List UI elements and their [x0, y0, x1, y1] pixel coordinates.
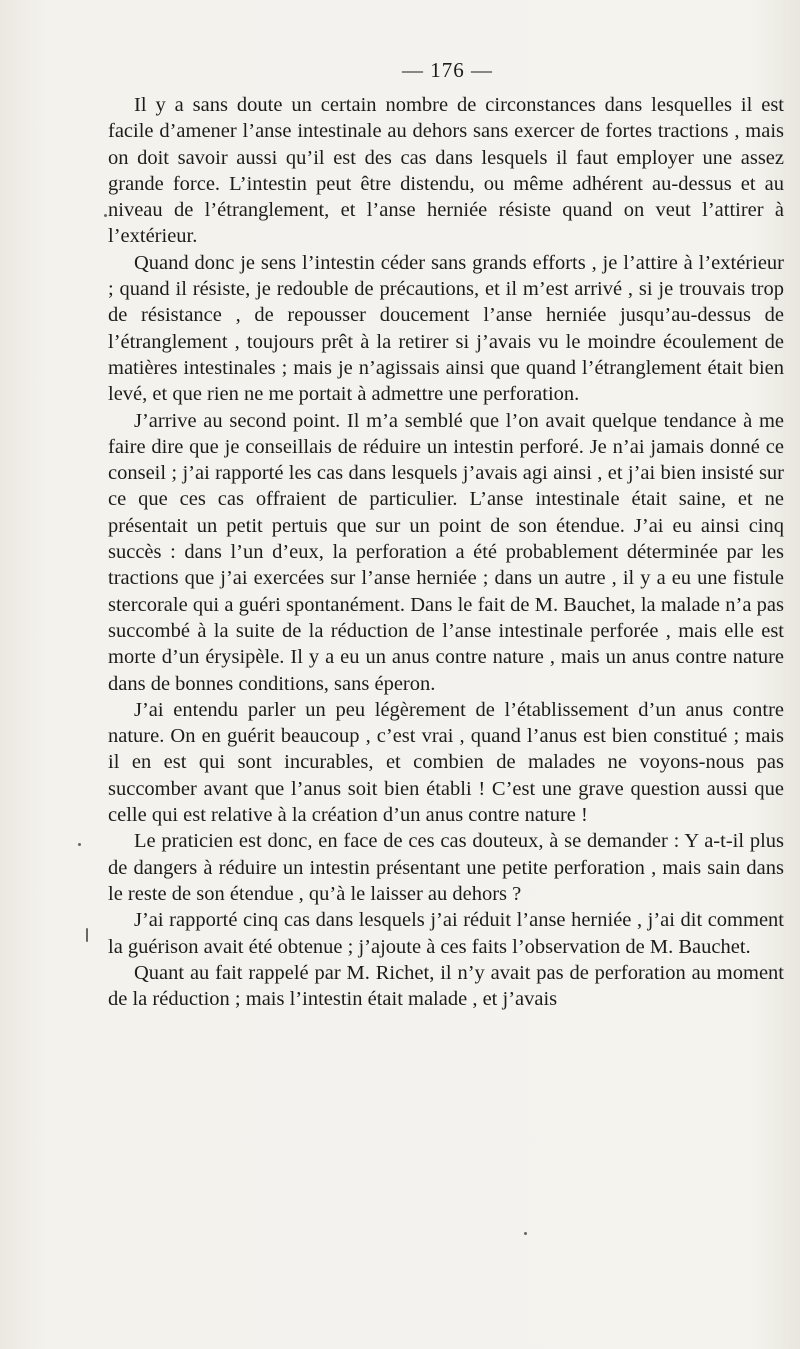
- paper-speck: [86, 928, 88, 942]
- paragraph: Quand donc je sens l’intestin céder sans grands efforts , je l’attire à l’extérieur ; quand il résiste, je redouble de précautions, et il m’est arrivé , si je trouvais trop de résistance , de repousser doucement l’anse herniée jusqu’au-dessus de l’étranglement , toujours prêt à la retirer si j’avais vu le moindre écoulement de matières intestinales ; mais je n’agissais ainsi que quand l’étranglement était bien levé, et que rien ne me portait à admettre une perforation.: [108, 251, 784, 406]
- paragraph: J’ai entendu parler un peu légèrement de l’établissement d’un anus contre nature. On en guérit beaucoup , c’est vrai , quand l’anus est bien constitué ; mais il en est qui sont incurables, et combien de malades ne voyons-nous pas succomber avant que l’anus soit bien établi ! C’est une grave question aussi que celle qui est relative à la création d’un anus contre nature !: [108, 698, 784, 827]
- paragraph: J’ai rapporté cinq cas dans lesquels j’ai réduit l’anse herniée , j’ai dit comment la guérison avait été obtenue ; j’ajoute à ces faits l’observation de M. Bauchet.: [108, 909, 784, 958]
- paper-speck: [104, 214, 107, 217]
- paper-speck: [524, 1232, 527, 1235]
- paragraph: Le praticien est donc, en face de ces cas douteux, à se demander : Y a-t-il plus de dangers à réduire un intestin présentant une petite perforation , mais sain dans le reste de son étendue , qu’à le laisser au dehors ?: [108, 830, 784, 905]
- paragraph: J’arrive au second point. Il m’a semblé que l’on avait quelque tendance à me faire dire que je conseillais de réduire un intestin perforé. Je n’ai jamais donné ce conseil ; j’ai rapporté les cas dans lesquels j’avais agi ainsi , et j’ai bien insisté sur ce que ces cas offraient de particulier. L’anse intestinale était saine, et ne présentait un petit pertuis que sur un point de son étendue. J’ai eu ainsi cinq succès : dans l’un d’eux, la perforation a été probablement déterminée par les tractions que j’ai exercées sur l’anse herniée ; dans un autre , il y a eu une fistule stercorale qui a guéri spontanément. Dans le fait de M. Bauchet, la malade n’a pas succombé à la suite de la réduction de l’anse intestinale perforée , mais elle est morte d’un érysipèle. Il y a eu un anus contre nature , mais un anus contre nature dans de bonnes conditions, sans éperon.: [108, 409, 784, 695]
- paper-speck: [78, 843, 81, 846]
- body-text: [108, 92, 784, 1012]
- paragraph: Quant au fait rappelé par M. Richet, il n’y avait pas de perforation au moment de la réduction ; mais l’intestin était malade , et j’avais: [108, 961, 784, 1011]
- paragraph: Il y a sans doute un certain nombre de circonstances dans lesquelles il est facile d’amener l’anse intestinale au dehors sans exercer de fortes tractions , mais on doit savoir aussi qu’il est des cas dans lesquels il faut employer une assez grande force. L’intestin peut être distendu, ou même adhérent au-dessus et au niveau de l’étranglement, et l’anse herniée résiste quand on veut l’attirer à l’extérieur.: [108, 94, 784, 248]
- page-number: — 176 —: [402, 58, 493, 82]
